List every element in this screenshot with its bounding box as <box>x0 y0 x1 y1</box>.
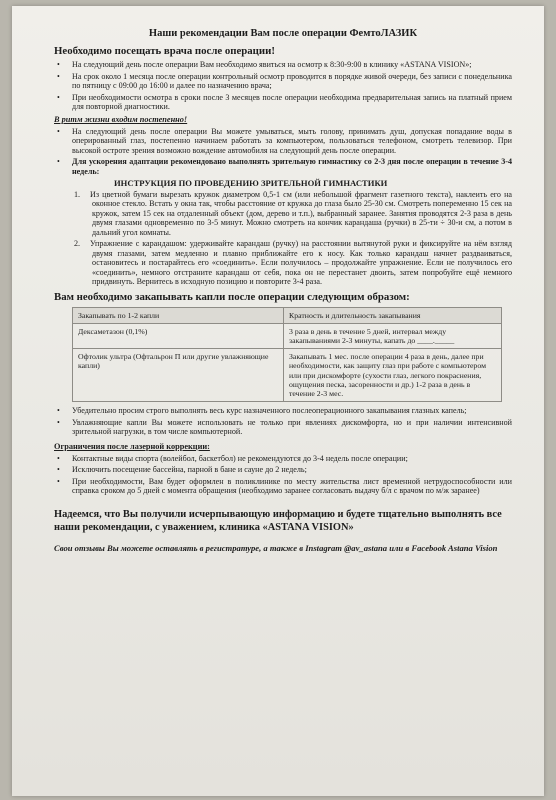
table-cell: 3 раза в день в течение 5 дней, интервал между закапываниями 2-3 минуты, капать до ____._____ <box>284 323 502 348</box>
bullet-icon: • <box>57 126 60 136</box>
list-item: • На следующий день после операции Вы можете умываться, мыть голову, принимать душ, допуская попадание воды в оперированный глаз, постепенно начинаем работать за компьютером, пользоваться телефоном, смотреть телевизор. При высокой остроте зрения возможно вождение автомобиля на следующий день после операции. <box>57 126 512 155</box>
document-title: Наши рекомендации Вам после операции ФемтоЛАЗИК <box>148 28 418 39</box>
bullet-icon: • <box>57 71 60 81</box>
bullet-icon: • <box>57 465 60 475</box>
table-header-cell: Закапывать по 1-2 капли <box>73 307 284 323</box>
table-cell: Дексаметазон (0,1%) <box>73 323 284 348</box>
bullet-icon: • <box>57 406 60 416</box>
list-item: • Исключить посещение бассейна, парной в бане и сауне до 2 недель; <box>57 465 307 475</box>
closing-statement: Надеемся, что Вы получили исчерпывающую информацию и будете тщательно выполнять все наши рекомендации, с уважением, клиника «ASTANA VISION» <box>54 508 502 534</box>
rhythm-list <box>54 127 512 177</box>
table-header-cell: Кратность и длительность закапывания <box>284 307 502 323</box>
list-item: • Контактные виды спорта (волейбол, баскетбол) не рекомендуются до 3-4 недель после операции; <box>57 453 408 463</box>
list-item: • На следующий день после операции Вам необходимо явиться на осмотр к 8:30-9:00 в клинику «ASTANA VISION»; <box>57 60 472 70</box>
list-item: • При необходимости, Вам будет оформлен в поликлинике по месту жительства лист временной нетрудоспособности или справка сроком до 5 дней с момента обращения (необходимо заранее согласовать выдачу б/л с врачом по м/ж заранее) <box>57 476 512 496</box>
bullet-icon: • <box>57 476 60 486</box>
list-item: 1. Из цветной бумаги вырезать кружок диаметром 0,5-1 см (или небольшой фрагмент газетного текста), наклеить его на оконное стекло. Встать у окна так, чтобы расстояние от кружка до глаза было 25-30 см. Смотреть попеременно 15 сек на кружок, затем 15 сек на отдаленный объект (дом, дерево и т.п.), выбранный заранее. Занятия проводятся 2-3 раза в день двумя глазами одновременно по 3-5 минут. Можно смотреть на кончик карандаша (ручки) в 25-ти ÷ 30-и см, а потом в дальний угол комнаты. <box>74 189 512 237</box>
bullet-icon: • <box>57 417 60 427</box>
table-cell: Офтолик ультра (Офтальрон П или другие увлажняющие капли) <box>73 349 284 402</box>
list-item: • Убедительно просим строго выполнять весь курс назначенного послеоперационного закапывания глазных капель; <box>57 406 467 416</box>
paper-sheet <box>12 6 544 796</box>
table-header-row <box>73 307 502 323</box>
document-page <box>54 28 512 554</box>
list-item: • Для ускорения адаптации рекомендовано выполнять зрительную гимнастику со 2-3 дня после операции в течение 3-4 недель: <box>57 157 512 176</box>
bullet-icon: • <box>57 453 60 463</box>
reviews-note: Свои отзывы Вы можете оставлять в регистратуре, а также в Instagram @av_astana или в Facebook Astana Vision <box>54 542 498 553</box>
table-row <box>73 323 502 348</box>
list-item: 2. Упражнение с карандашом: удерживайте карандаш (ручку) на расстоянии вытянутой руки и фиксируйте на нём взгляд двумя глазами, затем медленно и плавно приближайте его к носу. Как только карандаш начнет раздваиваться, остановитесь и постарайтесь его «соединить». Если получилось – продолжайте упражнение. Если не получилось его «соединить», немного отстраните карандаш от себя, пока он не перестанет двоить, затем попробуйте ещё немного придвинуть. Вернитесь в исходную позицию и повторите 3-4 раза. <box>74 239 512 287</box>
visits-heading: Необходимо посещать врача после операции! <box>54 45 275 58</box>
drops-table <box>72 307 502 403</box>
bullet-icon: • <box>57 92 60 102</box>
restrictions-list <box>54 454 512 496</box>
drops-heading: Вам необходимо закапывать капли после операции следующим образом: <box>54 290 410 303</box>
list-item: • На срок около 1 месяца после операции контрольный осмотр проводится в порядке живой очереди, без записи с понедельника по пятницу с 09:00 до 16:00 и далее по назначению врача; <box>57 71 512 91</box>
table-row <box>73 349 502 402</box>
restrictions-heading: Ограничения после лазерной коррекции: <box>54 441 210 451</box>
gymnastics-steps <box>54 190 512 287</box>
rhythm-heading: В ритм жизни входим постепенно! <box>54 114 188 124</box>
gymnastics-heading: ИНСТРУКЦИЯ ПО ПРОВЕДЕНИЮ ЗРИТЕЛЬНОЙ ГИМНАСТИКИ <box>114 178 388 189</box>
bullet-icon: • <box>57 60 60 70</box>
table-cell: Закапывать 1 мес. после операции 4 раза в день, далее при необходимости, как защиту глаз при работе с компьютером или при дискомфорте (сухости глаз, легкого покраснения, ощущения песка, засоренности и др.) 1-2 раза в день в течение 2-3 мес. <box>284 349 502 402</box>
drops-notes <box>54 406 512 437</box>
bullet-icon: • <box>57 157 60 167</box>
list-item: • При необходимости осмотра в сроки после 3 месяцев после операции необходима предварительная запись на платный прием для повторной диагностики. <box>57 92 512 112</box>
list-item: • Увлажняющие капли Вы можете использовать не только при явлениях дискомфорта, но и при наличии интенсивной зрительной нагрузки, в том числе компьютерной. <box>57 417 512 437</box>
visits-list <box>54 60 512 112</box>
